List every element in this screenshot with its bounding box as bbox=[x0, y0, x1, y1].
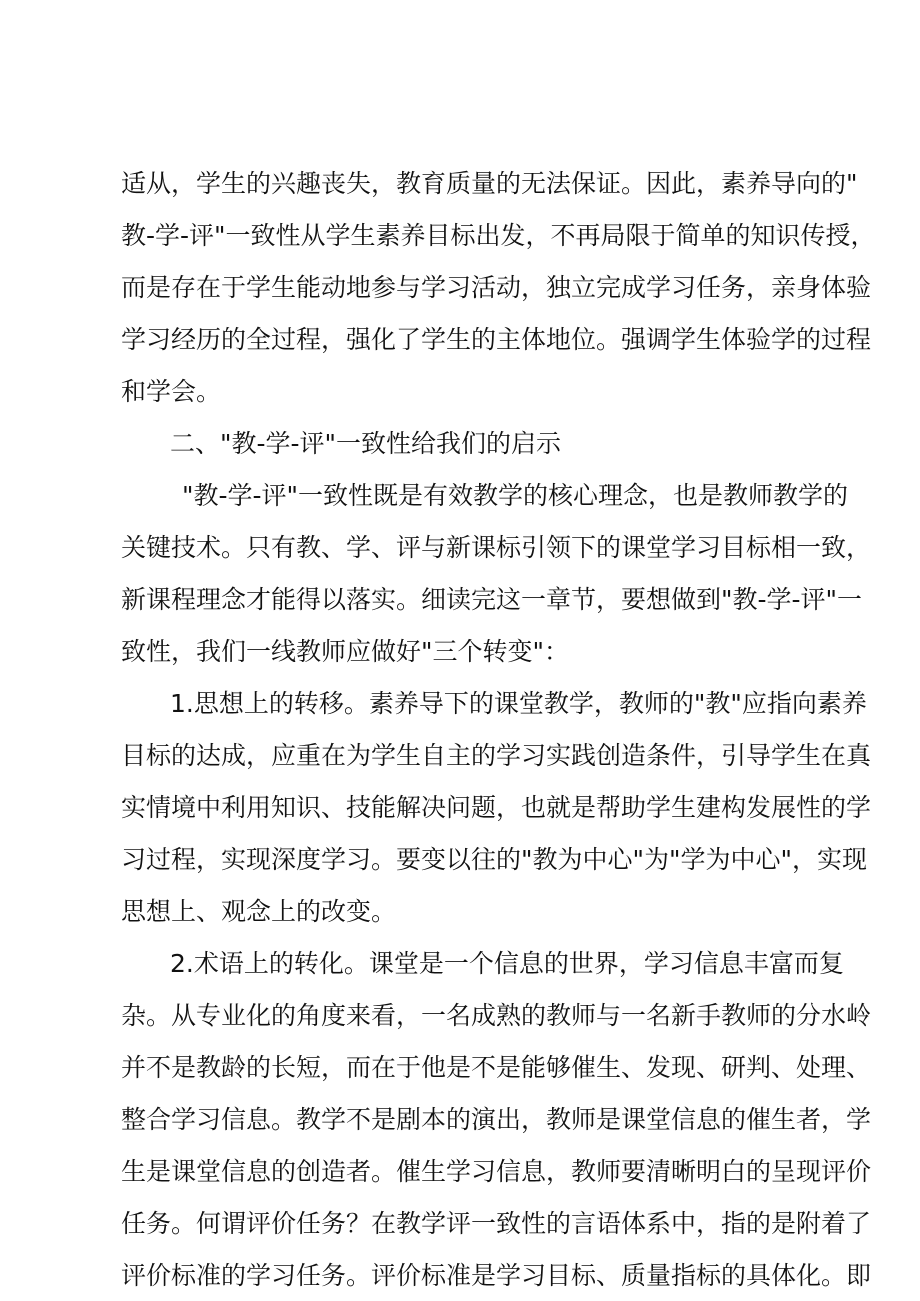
paragraph-line: 评价标准的学习任务。评价标准是学习目标、质量指标的具体化。即 bbox=[121, 1261, 872, 1290]
paragraph-line: 思想上、观念上的改变。 bbox=[121, 897, 397, 926]
paragraph-line: 致性，我们一线教师应做好"三个转变"： bbox=[121, 637, 569, 666]
paragraph-line: 新课程理念才能得以落实。细读完这一章节，要想做到"教-学-评"一 bbox=[121, 585, 863, 614]
list-item-2: 2.术语上的转化。课堂是一个信息的世界，学习信息丰富而复 bbox=[170, 949, 844, 978]
paragraph-line: 关键技术。只有教、学、评与新课标引领下的课堂学习目标相一致， bbox=[121, 533, 872, 562]
paragraph-line: 教-学-评"一致性从学生素养目标出发，不再局限于简单的知识传授， bbox=[121, 221, 876, 250]
paragraph-line: 习过程，实现深度学习。要变以往的"教为中心"为"学为中心"，实现 bbox=[121, 845, 867, 874]
paragraph-line: 任务。何谓评价任务？在教学评一致性的言语体系中，指的是附着了 bbox=[121, 1209, 872, 1238]
paragraph-line: 生是课堂信息的创造者。催生学习信息，教师要清晰明白的呈现评价 bbox=[121, 1157, 872, 1186]
paragraph-line: "教-学-评"一致性既是有效教学的核心理念，也是教师教学的 bbox=[182, 481, 849, 510]
paragraph-line: 学习经历的全过程，强化了学生的主体地位。强调学生体验学的过程 bbox=[121, 325, 872, 354]
list-item-1: 1.思想上的转移。素养导下的课堂教学，教师的"教"应指向素养 bbox=[170, 689, 867, 718]
paragraph-line: 并不是教龄的长短，而在于他是不是能够催生、发现、研判、处理、 bbox=[121, 1053, 872, 1082]
paragraph-line: 整合学习信息。教学不是剧本的演出，教师是课堂信息的催生者，学 bbox=[121, 1105, 872, 1134]
paragraph-line: 目标的达成，应重在为学生自主的学习实践创造条件，引导学生在真 bbox=[121, 741, 872, 770]
section-heading: 二、"教-学-评"一致性给我们的启示 bbox=[170, 429, 562, 458]
paragraph-line: 而是存在于学生能动地参与学习活动，独立完成学习任务，亲身体验 bbox=[121, 273, 872, 302]
paragraph-line: 适从，学生的兴趣丧失，教育质量的无法保证。因此，素养导向的" bbox=[121, 169, 858, 198]
paragraph-line: 和学会。 bbox=[121, 377, 222, 406]
paragraph-line: 实情境中利用知识、技能解决问题，也就是帮助学生建构发展性的学 bbox=[121, 793, 872, 822]
paragraph-line: 杂。从专业化的角度来看，一名成熟的教师与一名新手教师的分水岭 bbox=[121, 1001, 872, 1030]
